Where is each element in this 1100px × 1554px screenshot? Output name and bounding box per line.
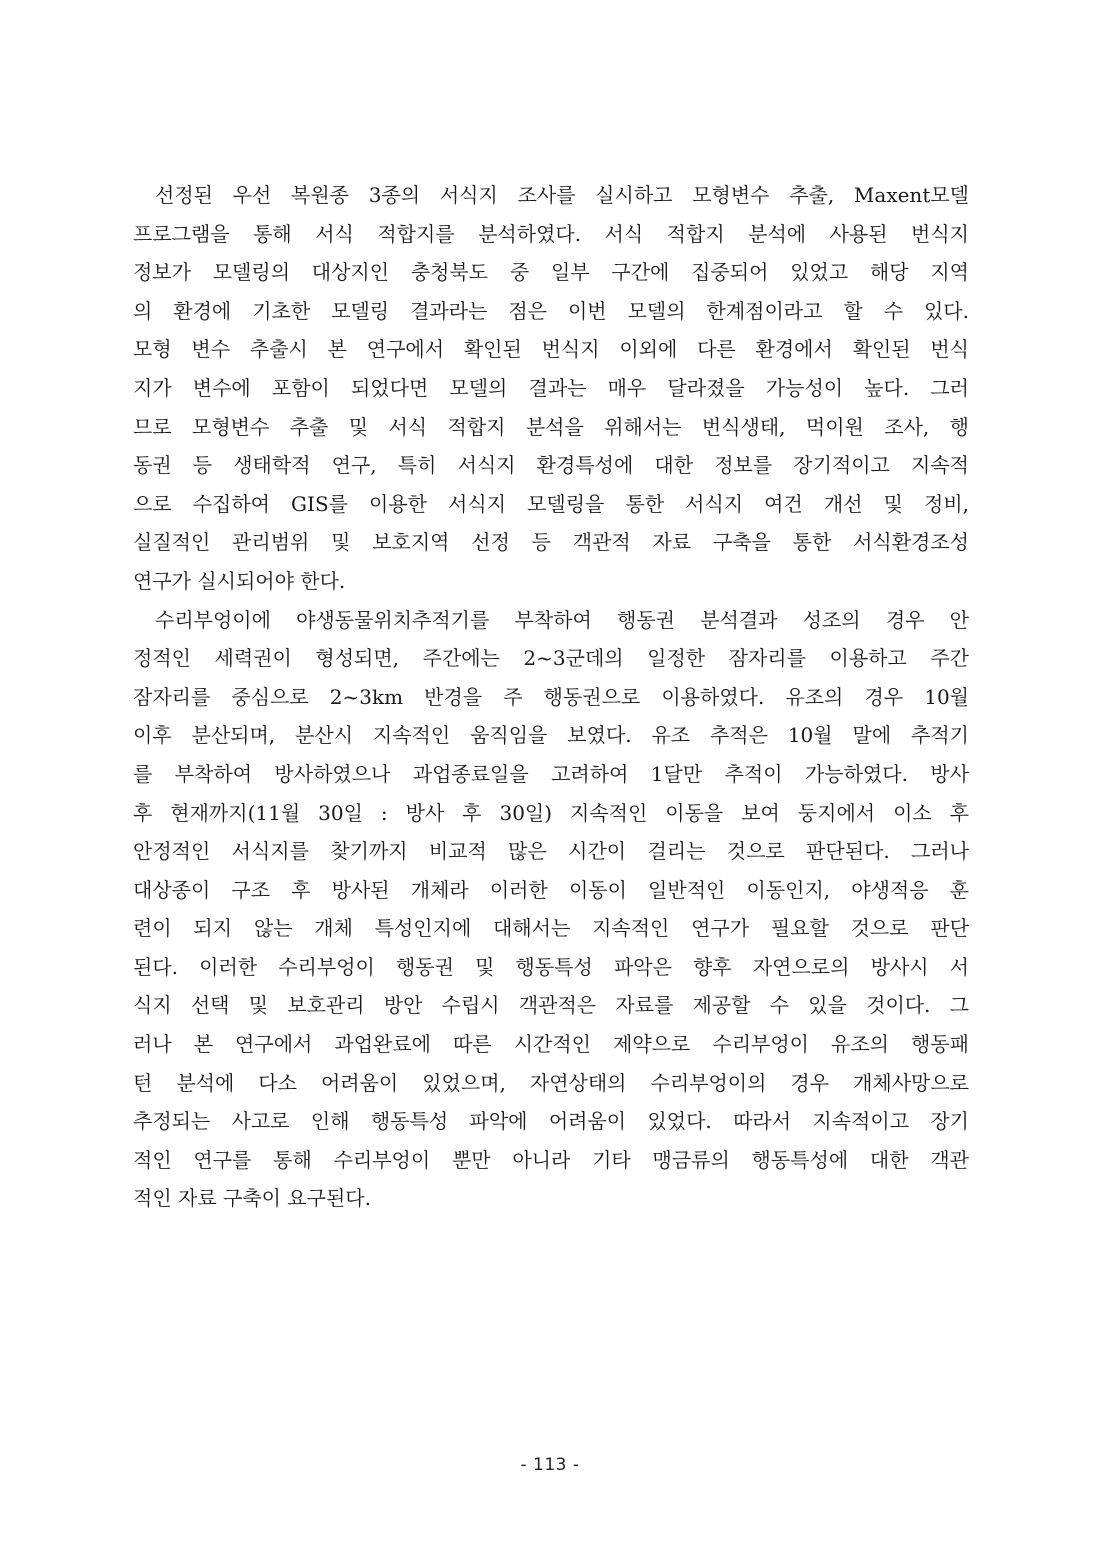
text-line: 적인 자료 구축이 요구된다. [133, 1186, 371, 1211]
text-line: 된다. 이러한 수리부엉이 행동권 및 행동특성 파악은 향후 자연으로의 방사시 서 [133, 954, 969, 979]
text-line: 의 환경에 기초한 모델링 결과라는 점은 이번 모델의 한계점이라고 할 수 있다. [133, 298, 969, 323]
text-line: 추정되는 사고로 인해 행동특성 파악에 어려움이 있었다. 따라서 지속적이고 장기 [133, 1109, 969, 1134]
text-line: 실질적인 관리범위 및 보호지역 선정 등 객관적 자료 구축을 통한 서식환경조성 [133, 530, 969, 555]
text-line: 식지 선택 및 보호관리 방안 수립시 객관적은 자료를 제공할 수 있을 것이다. 그 [133, 993, 969, 1018]
text-line: 지가 변수에 포함이 되었다면 모델의 결과는 매우 달라졌을 가능성이 높다. 그러 [133, 375, 969, 400]
text-line: 이후 분산되며, 분산시 지속적인 움직임을 보였다. 유조 추적은 10월 말에 추적기 [133, 723, 969, 748]
body-text [133, 176, 969, 1218]
text-line: 잠자리를 중심으로 2~3km 반경을 주 행동권으로 이용하였다. 유조의 경우 10월 [133, 684, 969, 709]
text-line: 연구가 실시되어야 한다. [133, 568, 346, 593]
text-line: 모형 변수 추출시 본 연구에서 확인된 번식지 이외에 다른 환경에서 확인된 번식 [133, 337, 969, 362]
text-line: 안정적인 서식지를 찾기까지 비교적 많은 시간이 걸리는 것으로 판단된다. 그러나 [133, 839, 969, 864]
text-line: 으로 수집하여 GIS를 이용한 서식지 모델링을 통한 서식지 여건 개선 및 정비, [133, 491, 969, 516]
page-number: - 113 - [520, 1455, 580, 1475]
text-line: 적인 연구를 통해 수리부엉이 뿐만 아니라 기타 맹금류의 행동특성에 대한 객관 [133, 1147, 969, 1172]
text-line: 정적인 세력권이 형성되면, 주간에는 2~3군데의 일정한 잠자리를 이용하고 주간 [133, 646, 969, 671]
text-line: 대상종이 구조 후 방사된 개체라 이러한 이동이 일반적인 이동인지, 야생적응 훈 [133, 877, 969, 902]
text-line: 후 현재까지(11월 30일 : 방사 후 30일) 지속적인 이동을 보여 둥지에서 이소 후 [133, 800, 969, 825]
text-line: 선정된 우선 복원종 3종의 서식지 조사를 실시하고 모형변수 추출, Maxent모델 [155, 183, 969, 207]
paragraph-1 [133, 176, 969, 601]
text-line: 러나 본 연구에서 과업완료에 따른 시간적인 제약으로 수리부엉이 유조의 행동패 [133, 1032, 969, 1057]
text-line: 동권 등 생태학적 연구, 특히 서식지 환경특성에 대한 정보를 장기적이고 지속적 [133, 453, 969, 478]
text-line: 를 부착하여 방사하였으나 과업종료일을 고려하여 1달만 추적이 가능하였다. 방사 [133, 761, 969, 786]
paragraph-2 [133, 601, 969, 1219]
text-line: 므로 모형변수 추출 및 서식 적합지 분석을 위해서는 번식생태, 먹이원 조사, 행 [133, 414, 969, 439]
text-line: 턴 분석에 다소 어려움이 있었으며, 자연상태의 수리부엉이의 경우 개체사망으로 [133, 1070, 969, 1095]
text-line: 련이 되지 않는 개체 특성인지에 대해서는 지속적인 연구가 필요할 것으로 판단 [133, 916, 969, 941]
text-line: 정보가 모델링의 대상지인 충청북도 중 일부 구간에 집중되어 있었고 해당 지역 [133, 260, 969, 285]
text-line: 프로그램을 통해 서식 적합지를 분석하였다. 서식 적합지 분석에 사용된 번식지 [133, 221, 969, 246]
text-line: 수리부엉이에 야생동물위치추적기를 부착하여 행동권 분석결과 성조의 경우 안 [155, 607, 969, 632]
